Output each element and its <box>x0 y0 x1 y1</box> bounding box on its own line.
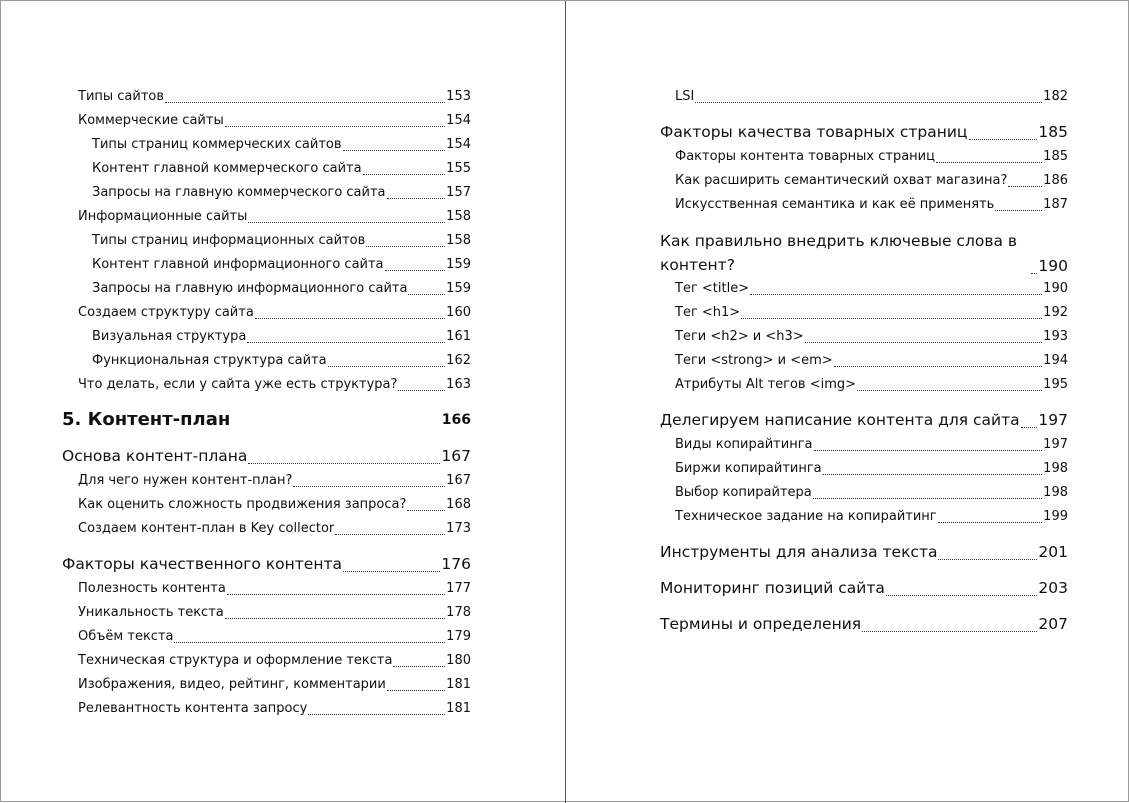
toc-entry-page: 195 <box>1043 377 1068 392</box>
dot-leader <box>308 714 445 715</box>
toc-entry-page: 173 <box>446 521 471 536</box>
toc-entry-title: Запросы на главную информационного сайта <box>92 281 408 296</box>
toc-entry <box>92 352 471 370</box>
toc-entry-title: Создаем структуру сайта <box>78 305 254 320</box>
dot-leader <box>343 150 446 151</box>
chapter-heading <box>62 408 471 432</box>
dot-leader <box>805 342 1043 343</box>
toc-entry-title: Тег <h1> <box>675 305 741 320</box>
dot-leader <box>248 222 445 223</box>
dot-leader <box>407 510 445 511</box>
dot-leader <box>343 571 440 572</box>
toc-entry-title: Теги <h2> и <h3> <box>675 329 804 344</box>
toc-entry <box>78 700 471 718</box>
toc-entry-page: 182 <box>1043 89 1068 104</box>
toc-entry-page: 158 <box>446 209 471 224</box>
toc-entry-title: Функциональная структура сайта <box>92 353 327 368</box>
toc-entry <box>675 376 1068 394</box>
toc-entry-title: Запросы на главную коммерческого сайта <box>92 185 386 200</box>
dot-leader <box>227 594 445 595</box>
toc-entry <box>78 472 471 490</box>
toc-entry-title: Создаем контент-план в Key collector <box>78 521 335 536</box>
dot-leader <box>814 450 1043 451</box>
toc-entry <box>675 484 1068 502</box>
toc-entry-title: Для чего нужен контент-план? <box>78 473 293 488</box>
section-heading <box>660 541 1068 563</box>
toc-entry <box>92 160 471 178</box>
toc-entry-title: Виды копирайтинга <box>675 437 813 452</box>
dot-leader <box>225 618 445 619</box>
toc-entry-page: 198 <box>1043 485 1068 500</box>
toc-entry-page: 187 <box>1043 197 1068 212</box>
toc-entry-title: Изображения, видео, рейтинг, комментарии <box>78 677 386 692</box>
dot-leader <box>995 210 1042 211</box>
toc-entry-title: Коммерческие сайты <box>78 113 224 128</box>
dot-leader <box>823 474 1043 475</box>
toc-entry-page: 185 <box>1043 149 1068 164</box>
dot-leader <box>857 390 1042 391</box>
toc-entry-page: 181 <box>446 677 471 692</box>
toc-entry <box>92 184 471 202</box>
toc-entry-page: 154 <box>446 137 471 152</box>
dot-leader <box>366 246 445 247</box>
toc-entry-page: 167 <box>441 447 471 465</box>
toc-entry-title: Визуальная структура <box>92 329 247 344</box>
toc-entry-page: 159 <box>446 281 471 296</box>
dot-leader <box>387 690 445 691</box>
dot-leader <box>886 595 1038 596</box>
dot-leader <box>293 486 445 487</box>
toc-entry-page: 176 <box>441 555 471 573</box>
toc-entry <box>675 352 1068 370</box>
toc-entry-title: Термины и определения <box>660 615 862 633</box>
section-heading <box>62 445 471 467</box>
toc-entry-page: 198 <box>1043 461 1068 476</box>
dot-leader <box>408 294 445 295</box>
toc-entry-title: Тег <title> <box>675 281 750 296</box>
toc-entry-page: 197 <box>1038 411 1068 429</box>
dot-leader <box>741 318 1042 319</box>
toc-entry <box>92 256 471 274</box>
toc-entry-page: 178 <box>446 605 471 620</box>
dot-leader <box>255 318 445 319</box>
toc-entry-page: 194 <box>1043 353 1068 368</box>
toc-entry-title: Искусственная семантика и как её применять <box>675 197 995 212</box>
toc-entry <box>78 208 471 226</box>
section-heading <box>660 121 1068 143</box>
toc-entry-page: 199 <box>1043 509 1068 524</box>
toc-entry-title: Делегируем написание контента для сайта <box>660 411 1020 429</box>
chapter-title: 5. Контент-план <box>62 409 231 430</box>
toc-entry-title: Объём текста <box>78 629 174 644</box>
toc-entry-page: 162 <box>446 353 471 368</box>
toc-entry-title: Мониторинг позиций сайта <box>660 579 885 597</box>
toc-entry-title: Типы страниц информационных сайтов <box>92 233 366 248</box>
dot-leader <box>862 631 1037 632</box>
dot-leader <box>834 366 1043 367</box>
toc-entry <box>675 196 1068 214</box>
toc-entry-title: Контент главной коммерческого сайта <box>92 161 362 176</box>
dot-leader <box>335 534 445 535</box>
toc-entry-page: 201 <box>1038 543 1068 561</box>
toc-entry <box>92 328 471 346</box>
toc-entry <box>675 436 1068 454</box>
dot-leader <box>328 366 446 367</box>
toc-entry-page: 159 <box>446 257 471 272</box>
toc-entry <box>78 604 471 622</box>
toc-entry-page: 177 <box>446 581 471 596</box>
dot-leader <box>695 102 1042 103</box>
toc-entry-title: LSI <box>675 89 695 104</box>
toc-entry <box>78 652 471 670</box>
dot-leader <box>750 294 1042 295</box>
page-fold-divider <box>565 1 566 803</box>
section-heading <box>660 409 1068 431</box>
toc-entry-title: Выбор копирайтера <box>675 485 812 500</box>
toc-entry <box>675 508 1068 526</box>
toc-entry-title: Теги <strong> и <em> <box>675 353 833 368</box>
dot-leader <box>174 642 445 643</box>
dot-leader <box>247 342 445 343</box>
toc-entry-page: 157 <box>446 185 471 200</box>
toc-entry <box>675 280 1068 298</box>
dot-leader <box>165 102 445 103</box>
dot-leader <box>387 198 446 199</box>
toc-entry-title: Типы сайтов <box>78 89 165 104</box>
toc-entry <box>675 328 1068 346</box>
dot-leader <box>363 174 446 175</box>
toc-entry <box>675 88 1068 106</box>
toc-entry <box>675 460 1068 478</box>
toc-entry-title: Релевантность контента запросу <box>78 701 308 716</box>
toc-entry <box>78 520 471 538</box>
toc-entry-title: Факторы качества товарных страниц <box>660 123 968 141</box>
dot-leader <box>225 126 445 127</box>
toc-entry <box>78 676 471 694</box>
toc-entry-title: Полезность контента <box>78 581 226 596</box>
toc-entry <box>78 304 471 322</box>
toc-entry-page: 192 <box>1043 305 1068 320</box>
toc-entry <box>675 148 1068 166</box>
toc-entry-page: 154 <box>446 113 471 128</box>
toc-entry-title: Техническое задание на копирайтинг <box>675 509 937 524</box>
chapter-page: 166 <box>441 412 471 428</box>
dot-leader <box>248 463 440 464</box>
toc-entry-page: 190 <box>1038 257 1068 275</box>
toc-entry-page: 161 <box>446 329 471 344</box>
toc-entry-page: 180 <box>446 653 471 668</box>
toc-entry <box>92 136 471 154</box>
toc-entry-title: Основа контент-плана <box>62 447 248 465</box>
toc-entry-page: 168 <box>446 497 471 512</box>
toc-entry-title: Контент главной информационного сайта <box>92 257 384 272</box>
toc-entry-page: 160 <box>446 305 471 320</box>
toc-entry-page: 167 <box>446 473 471 488</box>
toc-entry-page: 163 <box>446 377 471 392</box>
toc-entry-page: 179 <box>446 629 471 644</box>
toc-entry-title: Как оценить сложность продвижения запроса? <box>78 497 407 512</box>
toc-entry <box>78 88 471 106</box>
toc-entry-title: Инструменты для анализа текста <box>660 543 938 561</box>
toc-entry-title: Техническая структура и оформление текста <box>78 653 393 668</box>
toc-entry-page: 207 <box>1038 615 1068 633</box>
toc-entry <box>92 280 471 298</box>
section-heading <box>660 577 1068 599</box>
toc-entry <box>675 304 1068 322</box>
section-heading <box>62 553 471 575</box>
toc-entry-page: 197 <box>1043 437 1068 452</box>
dot-leader <box>385 270 446 271</box>
toc-entry-page: 158 <box>446 233 471 248</box>
dot-leader <box>398 390 445 391</box>
dot-leader <box>1008 186 1042 187</box>
toc-entry <box>78 628 471 646</box>
dot-leader <box>969 139 1038 140</box>
toc-entry-title: Как расширить семантический охват магазина? <box>675 173 1008 188</box>
dot-leader <box>938 522 1043 523</box>
toc-entry-title: Атрибуты Alt тегов <img> <box>675 377 857 392</box>
toc-entry <box>78 376 471 394</box>
dot-leader <box>938 559 1037 560</box>
toc-entry <box>78 496 471 514</box>
toc-entry <box>675 172 1068 190</box>
dot-leader <box>1021 427 1038 428</box>
dot-leader <box>1031 273 1037 274</box>
toc-entry-title: Что делать, если у сайта уже есть структура? <box>78 377 398 392</box>
toc-entry <box>92 232 471 250</box>
toc-entry-page: 153 <box>446 89 471 104</box>
section-heading <box>660 229 1068 277</box>
toc-entry-title: Типы страниц коммерческих сайтов <box>92 137 342 152</box>
toc-entry-page: 186 <box>1043 173 1068 188</box>
toc-entry-title: Факторы качественного контента <box>62 555 343 573</box>
toc-entry-title: Биржи копирайтинга <box>675 461 822 476</box>
section-heading <box>660 613 1068 635</box>
toc-entry <box>78 112 471 130</box>
toc-entry-title: Как правильно внедрить ключевые слова в контент? <box>660 232 1018 274</box>
toc-entry-page: 185 <box>1038 123 1068 141</box>
toc-entry-page: 193 <box>1043 329 1068 344</box>
toc-entry-page: 181 <box>446 701 471 716</box>
dot-leader <box>936 162 1042 163</box>
toc-entry-page: 155 <box>446 161 471 176</box>
toc-entry-page: 203 <box>1038 579 1068 597</box>
toc-entry-title: Факторы контента товарных страниц <box>675 149 935 164</box>
toc-entry-title: Уникальность текста <box>78 605 224 620</box>
dot-leader <box>813 498 1042 499</box>
dot-leader <box>393 666 445 667</box>
toc-entry-page: 190 <box>1043 281 1068 296</box>
toc-entry <box>78 580 471 598</box>
toc-entry-title: Информационные сайты <box>78 209 248 224</box>
